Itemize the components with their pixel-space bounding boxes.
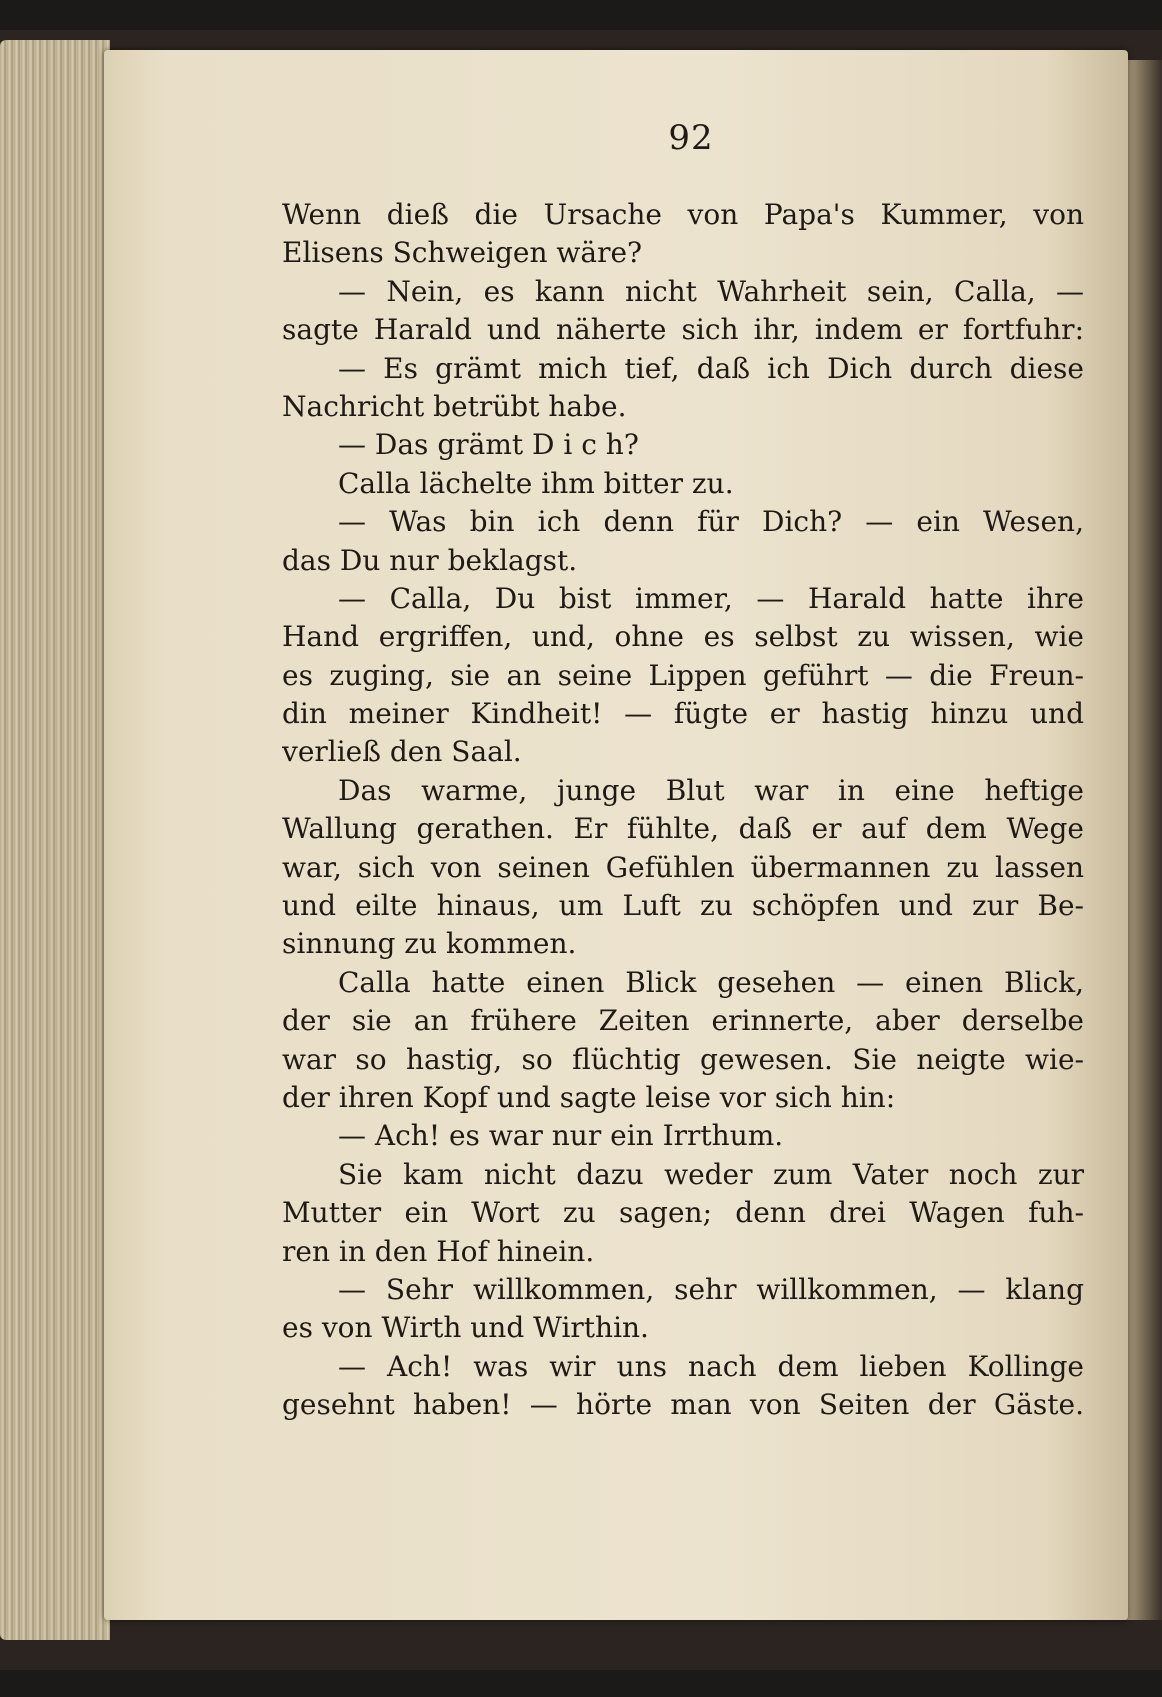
text-line: din meiner Kindheit! — fügte er hastig hinzu und [282,697,1084,731]
text-line: war so hastig, so flüchtig gewesen. Sie neigte wie- [282,1042,1084,1076]
text-line: — Calla, Du bist immer, — Harald hatte ihre [338,581,1084,615]
text-line: — Ach! es war nur ein Irrthum. [338,1119,784,1153]
text-line: Calla hatte einen Blick gesehen — einen Blick, [338,965,1084,999]
text-line: Wallung gerathen. Er fühlte, daß er auf dem Wege [282,812,1084,846]
text-line: sinnung zu kommen. [282,927,577,961]
text-line: es von Wirth und Wirthin. [282,1311,649,1345]
text-line: — Das grämt D i c h? [338,428,639,462]
text-line: ren in den Hof hinein. [282,1234,595,1268]
text-line: — Ach! was wir uns nach dem lieben Kollinge [338,1349,1084,1383]
text-line: Sie kam nicht dazu weder zum Vater noch zur [338,1157,1084,1191]
text-line: das Du nur beklagst. [282,543,578,577]
text-line: Calla lächelte ihm bitter zu. [338,466,734,500]
text-line: war, sich von seinen Gefühlen übermannen zu lassen [282,850,1084,884]
text-line: gesehnt haben! — hörte man von Seiten der Gäste. [282,1388,1084,1422]
text-line: Elisens Schweigen wäre? [282,236,643,270]
text-line: Mutter ein Wort zu sagen; denn drei Wagen fuh- [282,1196,1084,1230]
text-line: der sie an frühere Zeiten erinnerte, aber derselbe [282,1004,1084,1038]
text-line: der ihren Kopf und sagte leise vor sich hin: [282,1080,896,1114]
text-line: es zuging, sie an seine Lippen geführt — die Freun- [282,658,1084,692]
text-line: Wenn dieß die Ursache von Papa's Kummer, von [282,198,1084,231]
page-stack-edge [0,40,110,1640]
page-number: 92 [668,118,714,158]
text-line: — Nein, es kann nicht Wahrheit sein, Calla, — [338,274,1084,308]
text-line: — Es grämt mich tief, daß ich Dich durch diese [338,351,1084,385]
text-line: und eilte hinaus, um Luft zu schöpfen und zur Be- [282,889,1084,923]
text-line: Nachricht betrübt habe. [282,389,627,423]
text-line: sagte Harald und näherte sich ihr, indem er fortfuhr: [282,313,1084,347]
text-line: Hand ergriffen, und, ohne es selbst zu wissen, wie [282,620,1084,654]
page-text [282,196,1084,1425]
text-line: verließ den Saal. [282,735,522,769]
text-line: — Was bin ich denn für Dich? — ein Wesen, [338,505,1084,539]
text-line: Das warme, junge Blut war in eine heftige [338,773,1084,807]
text-line: — Sehr willkommen, sehr willkommen, — klang [338,1272,1084,1306]
